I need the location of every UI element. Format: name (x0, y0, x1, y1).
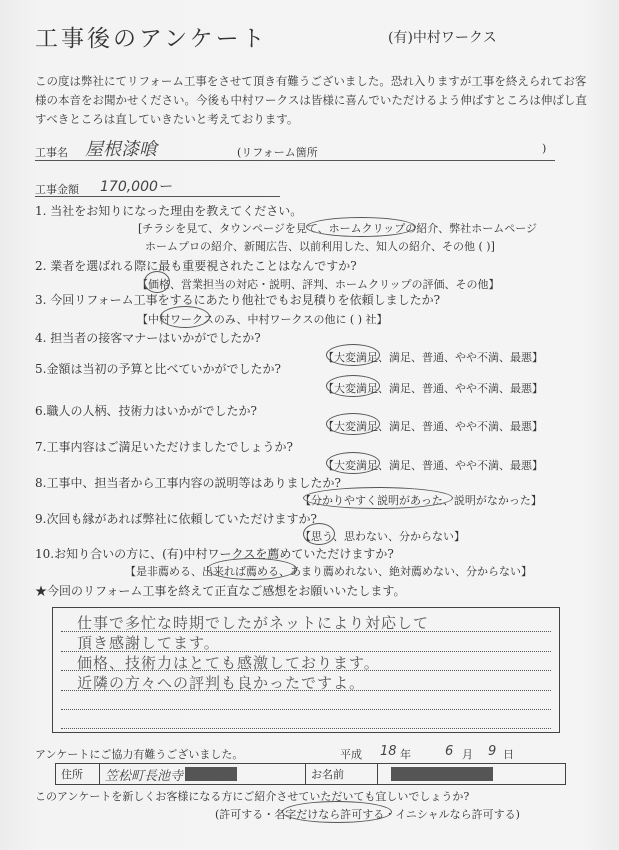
address-label: 住所 (56, 764, 100, 784)
selected-circle-q1 (306, 217, 416, 237)
company-name: (有)中村ワークス (388, 30, 497, 46)
permission-options[interactable]: (許可する・名字だけなら許可する・イニシャルなら許可する) (215, 808, 520, 821)
date-month-label: 月 (462, 748, 473, 761)
amount-value[interactable]: 170,000ー (100, 179, 172, 195)
question-6: 6.職人の人柄、技術力はいかがでしたか? (35, 404, 257, 418)
work-location-label: (リフォーム箇所 (237, 146, 318, 159)
selected-circle-q9 (303, 523, 335, 545)
question-8-options[interactable]: 【分かりやすく説明があった、説明がなかった】 (300, 494, 542, 507)
comment-rule-4 (61, 690, 551, 691)
question-3-options[interactable]: 【中村ワークスのみ、中村ワークスの他に ( ) 社】 (137, 313, 388, 326)
comment-rule-6 (61, 728, 551, 729)
address-field[interactable] (100, 764, 306, 784)
question-1-options-line2[interactable]: ホームプロの紹介、新聞広告、以前利用した、知人の紹介、その他 ( )] (145, 240, 495, 253)
question-9: 9.次回も縁があれば弊社に依頼していただけますか? (35, 512, 317, 526)
selected-circle-q10 (207, 558, 297, 580)
question-3: 3. 今回リフォーム工事をするにあたり他社でもお見積りを依頼しましたか? (35, 293, 441, 307)
comment-box[interactable] (52, 607, 560, 733)
address-value: 笠松町長池寺 (105, 768, 184, 784)
date-year-label: 年 (400, 748, 411, 761)
question-10-options[interactable]: 【是非薦める、出来れば薦める、あまり薦めれない、絶対薦めない、分からない】 (125, 565, 532, 578)
question-7: 7.工事内容はご満足いただけましたでしょうか? (35, 440, 293, 454)
date-day-label: 日 (503, 748, 514, 761)
comment-line-3: 価格、技術力はとても感激しております。 (77, 654, 380, 672)
date-year[interactable]: 18 (380, 744, 397, 759)
question-9-options[interactable]: 【思う、思わない、分からない】 (300, 530, 465, 543)
comment-line-4: 近隣の方々への評判も良かったですよ。 (77, 674, 366, 692)
question-5: 5.金額は当初の予算と比べていかがでしたか? (35, 362, 281, 376)
name-label: お名前 (306, 764, 378, 784)
work-name-label: 工事名 (35, 146, 68, 159)
address-redaction (185, 767, 237, 781)
selected-circle-q4 (326, 344, 380, 366)
name-field[interactable] (378, 764, 565, 784)
comment-line-1: 仕事で多忙な時期でしたがネットにより対応して (77, 614, 430, 632)
question-2-options[interactable]: 【価格、営業担当の対応・説明、評判、ホームクリップの評価、その他】 (137, 278, 500, 291)
selected-circle-q8 (303, 487, 453, 509)
permission-question: このアンケートを新しくお客様になる方にご紹介させていただいても宜しいでしょうか? (35, 790, 470, 803)
selected-circle-q6 (326, 413, 380, 435)
work-name-value[interactable]: 屋根漆喰 (85, 139, 157, 160)
question-6-options[interactable]: 【大変満足、満足、普通、やや不満、最悪】 (323, 420, 543, 433)
comment-rule-5 (61, 709, 551, 710)
question-1-options-line1[interactable]: [チラシを見て、タウンページを見て、ホームクリップの紹介、弊社ホームページ (138, 222, 537, 235)
question-7-options[interactable]: 【大変満足、満足、普通、やや不満、最悪】 (323, 459, 543, 472)
selected-circle-q3 (160, 306, 210, 328)
question-4: 4. 担当者の接客マナーはいかがでしたか? (35, 331, 261, 345)
amount-label: 工事金額 (35, 183, 79, 196)
comment-line-2: 頂き感謝してます。 (77, 634, 220, 652)
question-5-options[interactable]: 【大変満足、満足、普通、やや不満、最悪】 (323, 382, 543, 395)
customer-info-table (55, 763, 566, 785)
work-location-close: ) (542, 142, 547, 155)
question-2: 2. 業者を選ばれる際に最も重要視されたことはなんですか? (35, 259, 357, 273)
question-10: 10.お知り合いの方に、(有)中村ワークスを薦めていただけますか? (35, 547, 394, 561)
comment-prompt: ★今回のリフォーム工事を終えて正直なご感想をお願いいたします。 (35, 584, 406, 598)
question-1: 1. 当社をお知りになった理由を教えてください。 (35, 204, 303, 218)
selected-circle-q5 (326, 375, 380, 397)
date-day[interactable]: 9 (488, 744, 497, 759)
name-redaction (391, 767, 493, 781)
selected-circle-q2 (144, 271, 170, 293)
comment-rule-3 (61, 670, 551, 671)
date-month[interactable]: 6 (445, 744, 454, 759)
date-era: 平成 (340, 748, 362, 761)
question-4-options[interactable]: 【大変満足、満足、普通、やや不満、最悪】 (323, 351, 543, 364)
question-8: 8.工事中、担当者から工事内容の説明等はありましたか? (35, 476, 341, 490)
selected-circle-q7 (326, 452, 380, 474)
survey-title: 工事後のアンケート (35, 26, 268, 52)
selected-circle-permission (282, 801, 392, 823)
thanks-text: アンケートにご協力有難うございました。 (35, 748, 244, 761)
intro-text: この度は弊社にてリフォーム工事をさせて頂き有難うございました。恐れ入りますが工事を終えられてお客様の本音をお聞かせください。今後も中村ワークスは皆様に喜んでいただけるよう伸ばすところは伸ばし直すべきところは直していきたいと考えております。 (35, 74, 587, 126)
